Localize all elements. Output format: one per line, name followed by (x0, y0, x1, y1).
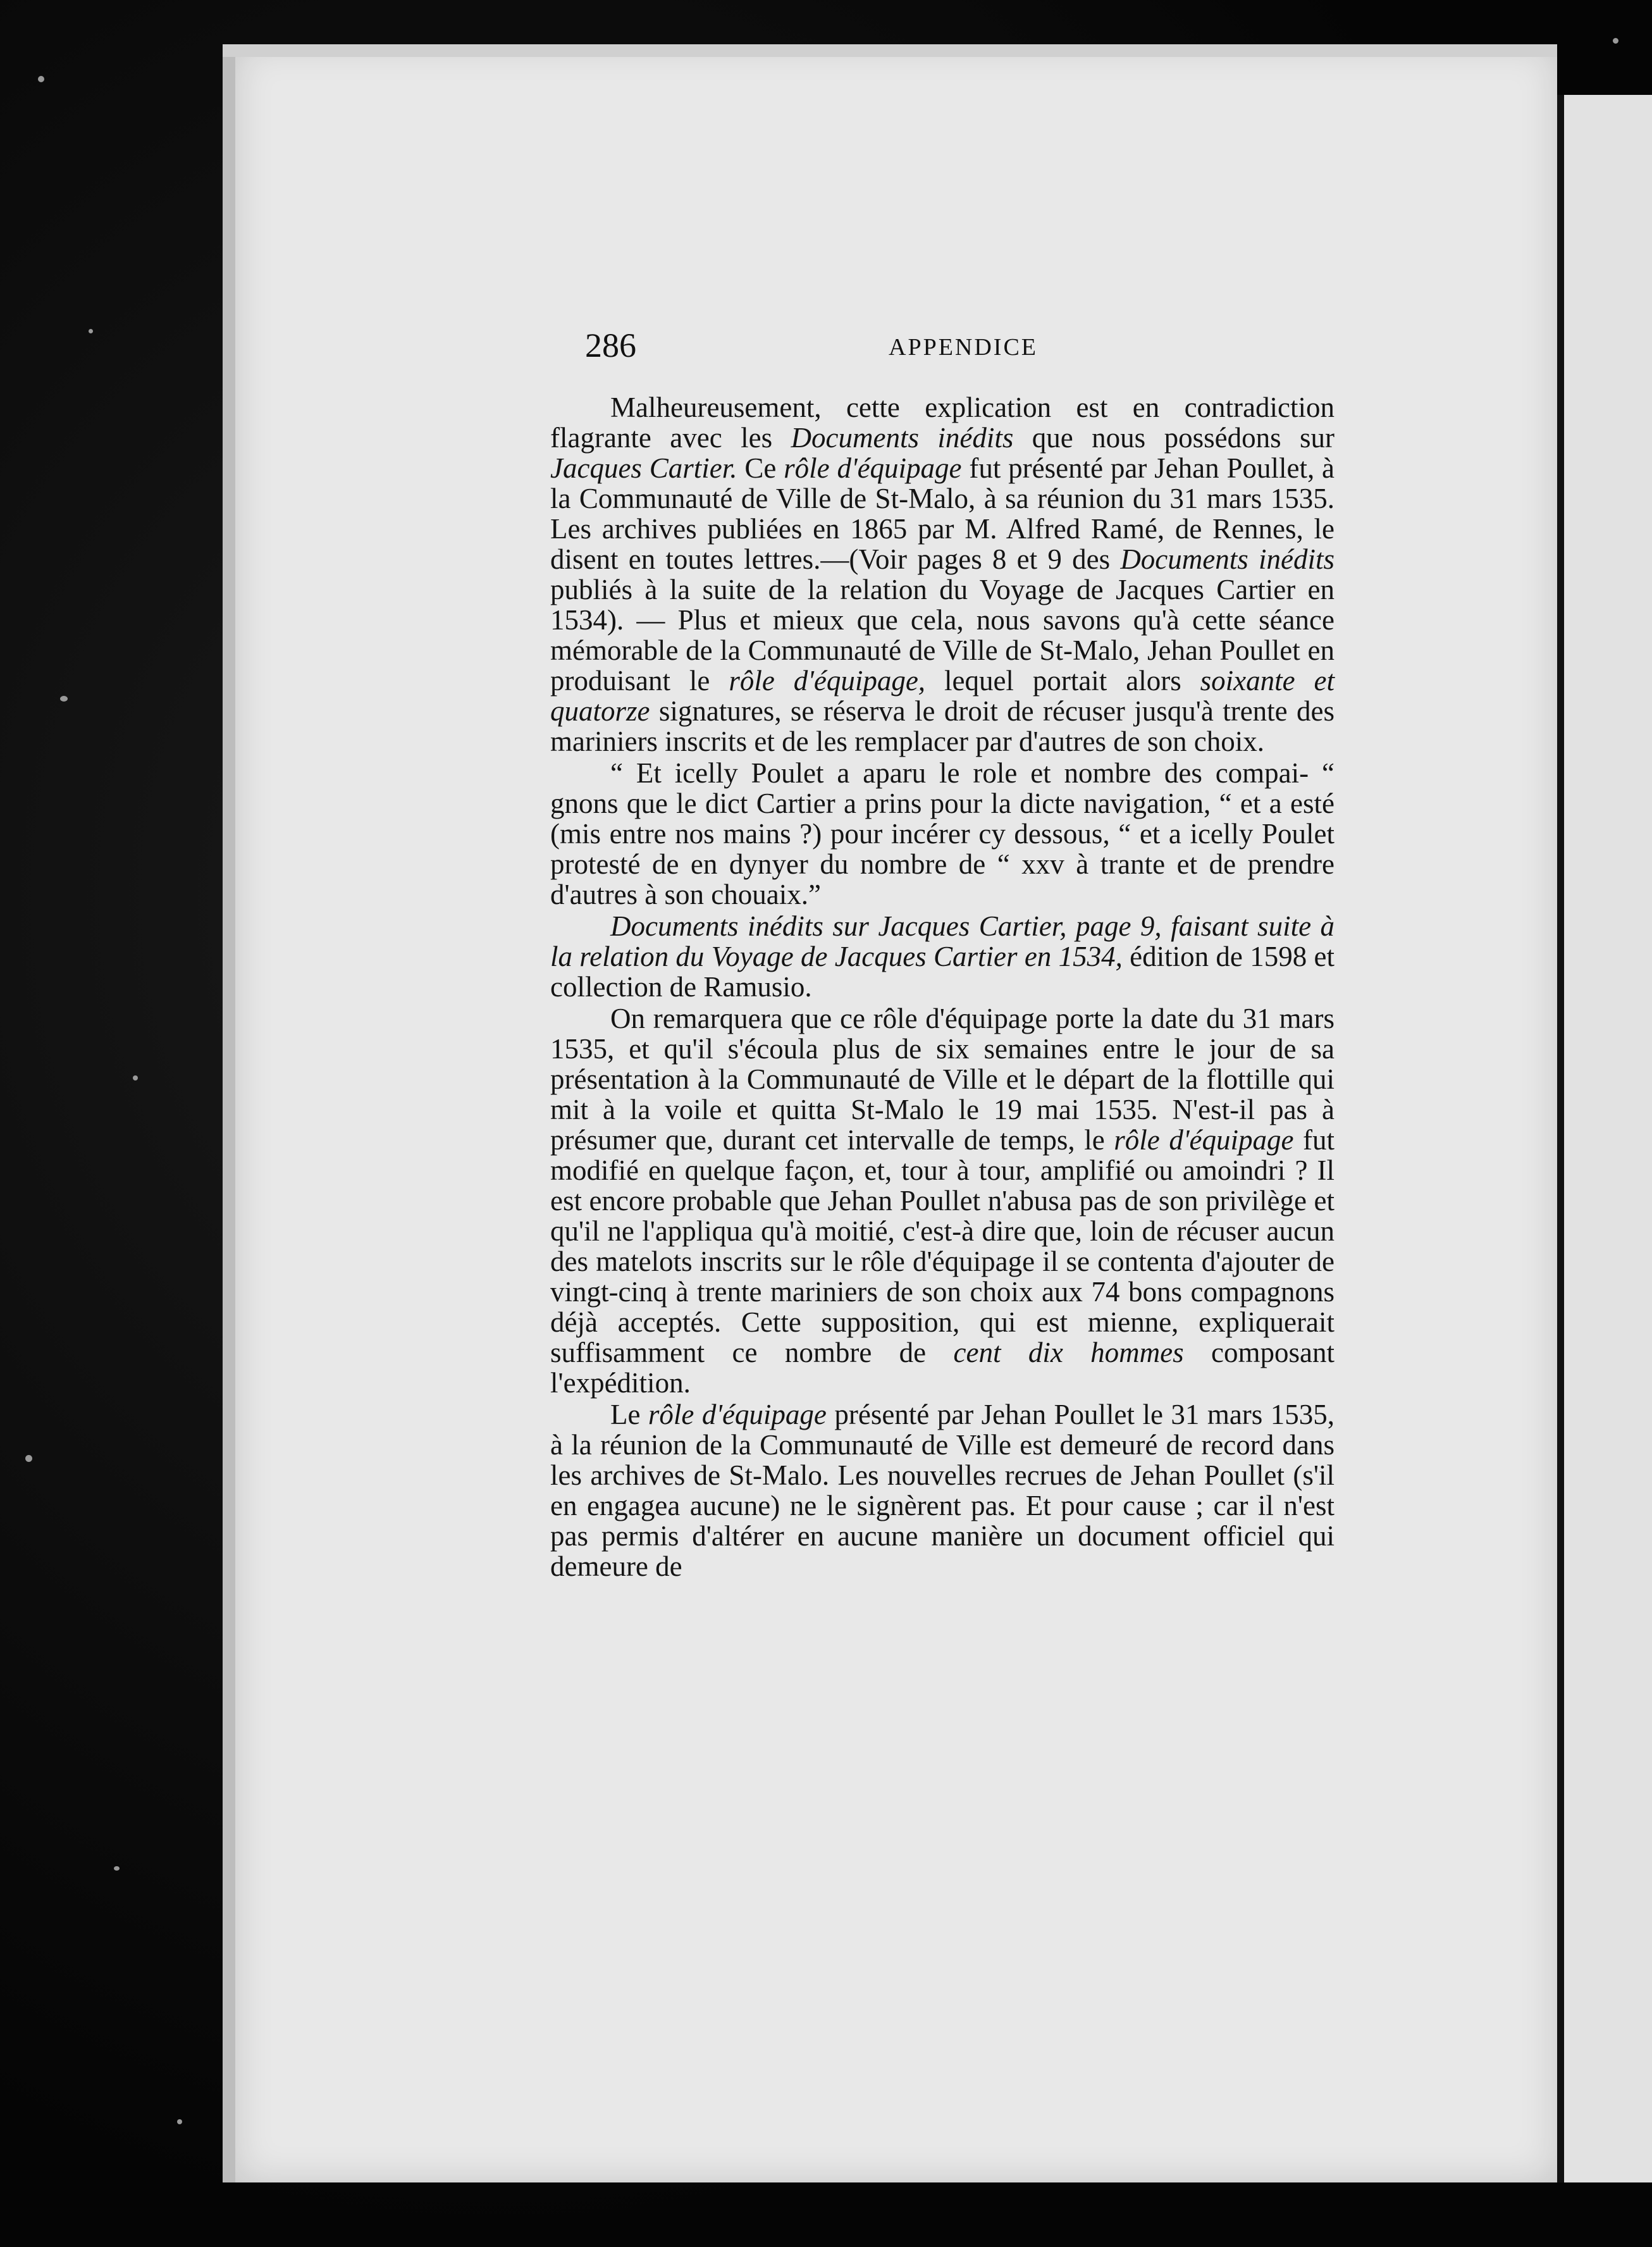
running-head: APPENDICE (889, 334, 1039, 361)
paragraph (550, 1399, 1335, 1582)
text-run: présenté par Jehan Poullet le 31 mars 1535, à la réunion de la Communauté de Ville est demeuré de record dans les archives de St-Malo. Les nouvelles recrues de Jehan Poullet (s'il en engagea aucune) ne le signèrent pas. Et pour cause ; car il n'est pas permis d'altérer en aucune manière un document officiel qui demeure de (550, 1399, 1335, 1582)
text-run: édition de 1598 et collection de Ramusio. (550, 941, 1335, 1003)
paragraph (550, 1003, 1335, 1398)
text-run: Ce (737, 452, 784, 484)
dust-speck (89, 329, 93, 333)
page-number: 286 (585, 326, 636, 364)
italic-text: Documents inédits (1120, 543, 1335, 575)
body-text (550, 392, 1335, 1582)
text-run: lequel portait alors (925, 665, 1200, 696)
text-run: composant l'expédition. (550, 1337, 1335, 1399)
italic-text: rôle d'équipage (648, 1399, 827, 1430)
text-run: Malheureusement, cette explication est en contradiction flagrante avec les (550, 392, 1335, 454)
text-run: publiés à la suite de la relation du Voyage de Jacques Cartier en 1534). — Plus et mieux que cela, nous savons qu'à cette séance mémorable de la Communauté de Ville de St-Malo, Jehan Poullet en produisant le (550, 574, 1335, 696)
italic-text: rôle d'équipage (784, 452, 962, 484)
facing-page (1553, 95, 1652, 2182)
text-run: que nous possédons sur (1013, 422, 1335, 454)
text-run: fut modifié en quelque façon, et, tour à tour, amplifié ou amoindri ? Il est encore probable que Jehan Poullet n'abusa pas de son privilège et qu'il ne l'appliqua qu'à moitié, c'est-à dire que, loin de récuser aucun des matelots inscrits sur le rôle d'équipage il se contenta d'ajouter de vingt-cinq à trente mariniers de son choix aux 74 bons compagnons déjà acceptés. Cette supposition, qui est mienne, expliquerait suffisamment ce nombre de (550, 1124, 1335, 1368)
italic-text: Documents inédits (791, 422, 1014, 454)
quotation (550, 758, 1335, 910)
italic-text: rôle d'équipage, (729, 665, 926, 696)
italic-text: Documents inédits sur Jacques Cartier, page 9, faisant suite à la relation du Voyage de Jacques Cartier en 1534, (550, 910, 1335, 972)
text-run: signatures, se réserva le droit de récuser jusqu'à trente des mariniers inscrits et de les remplacer par d'autres de son choix. (550, 695, 1335, 757)
text-run: Le (610, 1399, 648, 1430)
text-run: “ Et icelly Poulet a aparu le role et nombre des compai- “ gnons que le dict Cartier a prins pour la dicte navigation, “ et a esté (mis entre nos mains ?) pour incérer cy dessous, “ et a icelly Poulet protesté de en dynyer du nombre de “ xxv à trante et de prendre d'autres à son chouaix.” (550, 757, 1335, 910)
text-run: fut présenté par Jehan Poullet, à la Communauté de Ville de St-Malo, à sa réunion du 31 mars 1535. Les archives publiées en 1865 par M. Alfred Ramé, de Rennes, le disent en toutes lettres.—(Voir pages 8 et 9 des (550, 452, 1335, 575)
italic-text: soixante et quatorze (550, 665, 1335, 727)
dust-speck (133, 1075, 138, 1080)
dust-speck (60, 696, 68, 702)
paragraph (550, 392, 1335, 757)
italic-text: Jacques Cartier. (550, 452, 737, 484)
dust-speck (1613, 38, 1618, 44)
dust-speck (25, 1455, 32, 1462)
dust-speck (38, 76, 44, 82)
citation (550, 911, 1335, 1002)
italic-text: cent dix hommes (953, 1337, 1184, 1368)
dust-speck (177, 2119, 182, 2124)
page-top-edge (223, 44, 1557, 57)
italic-text: rôle d'équipage (1114, 1124, 1294, 1156)
text-run: On remarquera que ce rôle d'équipage porte la date du 31 mars 1535, et qu'il s'écoula plus de six semaines entre le jour de sa présentation à la Communauté de Ville et le départ de la flottille qui mit à la voile et quitta St-Malo le 19 mai 1535. N'est-il pas à présumer que, durant cet intervalle de temps, le (550, 1003, 1335, 1156)
page-header (585, 326, 1344, 376)
dust-speck (114, 1866, 120, 1871)
